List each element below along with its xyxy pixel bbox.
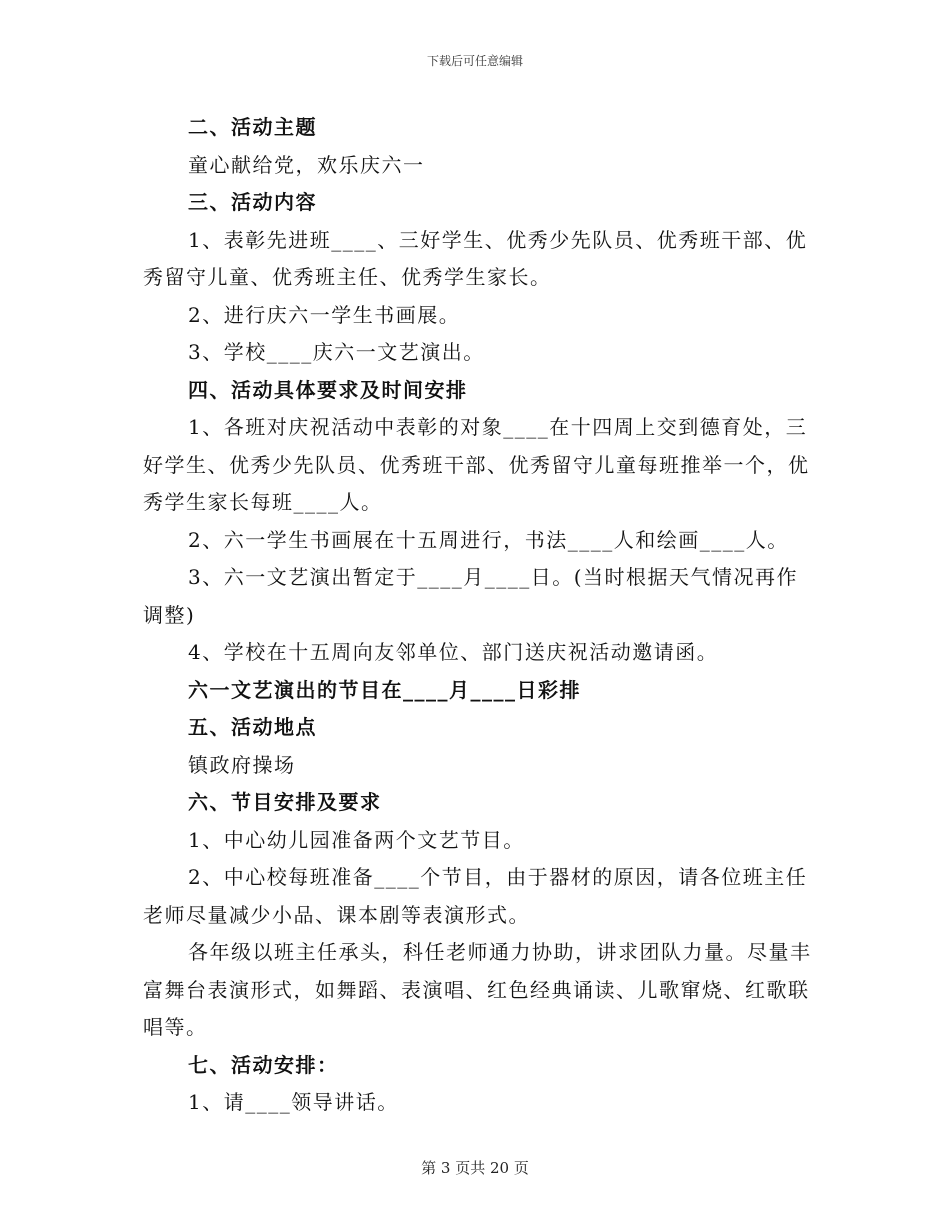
content-item-1: 1、表彰先进班____、三好学生、优秀少先队员、优秀班干部、优秀留守儿童、优秀班主任、优秀学生家长。 xyxy=(143,227,808,289)
page-footer: 第 3 页共 20 页 xyxy=(421,1159,529,1177)
page-header: 下载后可任意编辑 xyxy=(426,54,523,68)
requirement-item-4: 4、学校在十五周向友邻单位、部门送庆祝活动邀请函。 xyxy=(188,640,719,664)
section-heading-location: 五、活动地点 xyxy=(188,715,317,739)
program-item-2: 2、中心校每班准备____个节目，由于器材的原因，请各位班主任老师尽量减少小品、课本剧等表演形式。 xyxy=(143,865,808,927)
requirement-item-1: 1、各班对庆祝活动中表彰的对象____在十四周上交到德育处，三好学生、优秀少先队员、优秀班干部、优秀留守儿童每班推举一个，优秀学生家长每班____人。 xyxy=(143,415,810,514)
schedule-item-1: 1、请____领导讲话。 xyxy=(188,1090,399,1114)
program-paragraph: 各年级以班主任承头，科任老师通力协助，讲求团队力量。尽量丰富舞台表演形式，如舞蹈、表演唱、红色经典诵读、儿歌窜烧、红歌联唱等。 xyxy=(143,940,812,1039)
rehearsal-note: 六一文艺演出的节目在____月____日彩排 xyxy=(188,677,581,702)
document-body xyxy=(143,109,815,1122)
section-heading-theme: 二、活动主题 xyxy=(188,115,317,139)
section-heading-content: 三、活动内容 xyxy=(188,190,317,214)
program-item-1: 1、中心幼儿园准备两个文艺节目。 xyxy=(188,827,525,852)
section-heading-schedule: 七、活动安排： xyxy=(188,1052,339,1077)
theme-text: 童心献给党，欢乐庆六一 xyxy=(188,152,425,177)
content-item-2: 2、进行庆六一学生书画展。 xyxy=(188,302,461,327)
location-text: 镇政府操场 xyxy=(188,752,296,777)
requirement-item-3: 3、六一文艺演出暂定于____月____日。(当时根据天气情况再作调整) xyxy=(143,565,799,627)
section-heading-program: 六、节目安排及要求 xyxy=(188,790,382,814)
content-item-3: 3、学校____庆六一文艺演出。 xyxy=(188,340,485,364)
section-heading-requirements: 四、活动具体要求及时间安排 xyxy=(188,377,468,402)
requirement-item-2: 2、六一学生书画展在十五周进行，书法____人和绘画____人。 xyxy=(188,527,789,552)
